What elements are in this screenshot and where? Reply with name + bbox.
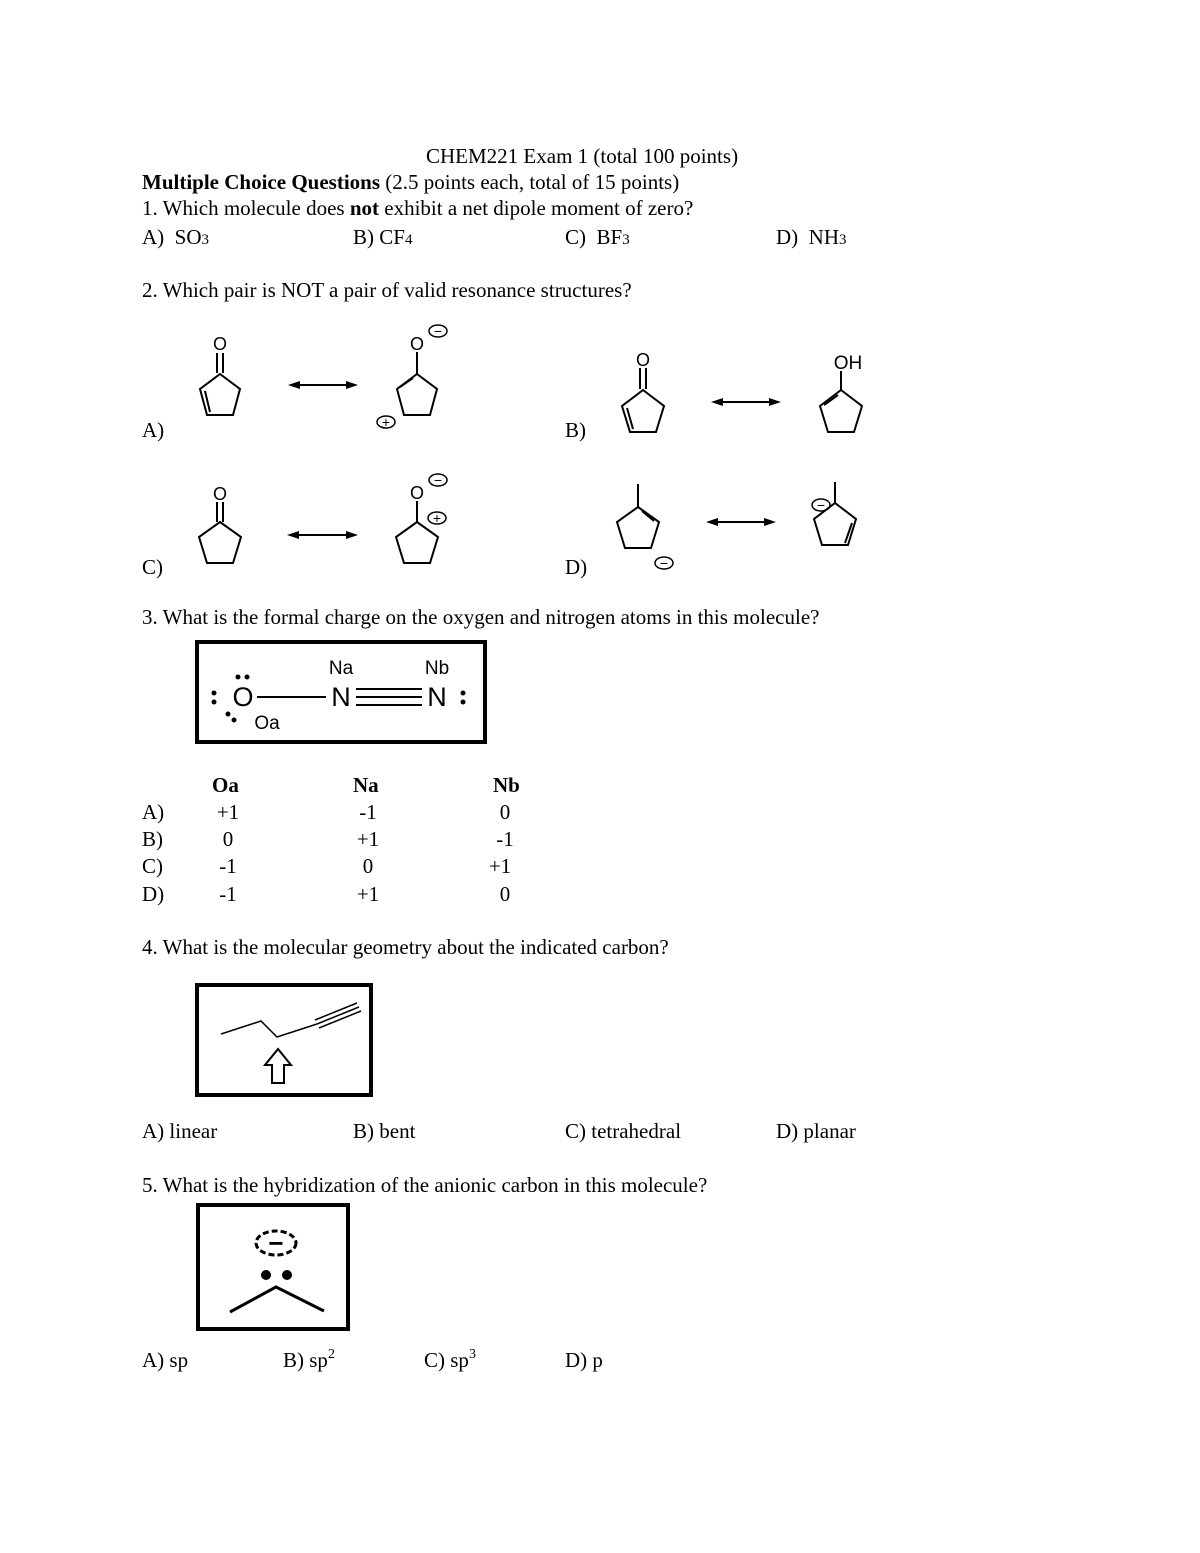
option-label: B) sp — [283, 1348, 328, 1372]
resonance-arrow — [287, 531, 358, 539]
cell-nb: +1 — [488, 854, 512, 878]
atom-o-label: O — [212, 484, 228, 504]
plus-charge-icon — [428, 510, 446, 526]
option-sup: 2 — [327, 1347, 335, 1362]
carbon-skeleton — [230, 1287, 324, 1312]
plus-charge-icon — [377, 414, 395, 430]
resonance-arrow — [706, 518, 776, 526]
indicator-arrow-icon — [265, 1049, 291, 1083]
triple-bond — [356, 689, 422, 705]
atom-o-label: O — [409, 483, 425, 503]
q2-label-a: A) — [142, 418, 165, 442]
methylcyclopentene-anion-b — [814, 482, 856, 545]
enol — [820, 371, 862, 432]
cell-oa: -1 — [219, 882, 237, 906]
svg-text:−: − — [816, 497, 826, 513]
cell-na: +1 — [356, 882, 380, 906]
q4-option-b: B) bent — [353, 1119, 416, 1143]
nitrous-oxide-structure — [199, 644, 483, 740]
q2d-structures — [600, 470, 880, 580]
option-subscript: 3 — [839, 232, 847, 248]
svg-text:+: + — [381, 414, 391, 430]
cell-oa: +1 — [216, 800, 240, 824]
minus-charge-icon — [429, 472, 447, 488]
option-letter: B) — [353, 225, 374, 249]
svg-text:−: − — [433, 472, 443, 488]
pentyne-structure — [199, 987, 369, 1093]
option-subscript: 3 — [622, 232, 630, 248]
q5-option-c — [424, 1347, 476, 1372]
section-heading: Multiple Choice Questions — [142, 170, 381, 194]
atom-n2: N — [427, 682, 447, 712]
atom-o-label: O — [212, 334, 228, 354]
row-letter: D) — [142, 882, 165, 906]
row-letter: B) — [142, 827, 163, 851]
svg-text:−: − — [268, 1228, 284, 1258]
isopropyl-anion-structure — [200, 1207, 346, 1327]
cell-na: +1 — [356, 827, 380, 851]
atom-n1: N — [331, 682, 351, 712]
q4-molecule-box — [195, 983, 373, 1097]
enolate-cation — [397, 352, 437, 415]
q4-option-d: D) planar — [776, 1119, 856, 1143]
q4-option-c: C) tetrahedral — [565, 1119, 682, 1143]
minus-charge-icon — [429, 323, 447, 339]
q1-text-before: 1. Which molecule does — [142, 196, 350, 220]
row-letter: A) — [142, 800, 165, 824]
atom-o-label: O — [409, 334, 425, 354]
minus-charge-icon — [812, 497, 830, 513]
q2-label-b: B) — [565, 418, 586, 442]
q2b-structures — [600, 345, 880, 440]
methylcyclopentene-anion-a — [617, 484, 659, 548]
question-5-text: 5. What is the hybridization of the anionic carbon in this molecule? — [142, 1173, 708, 1197]
q2c-structures — [180, 470, 460, 570]
atom-o: O — [232, 682, 254, 712]
option-formula: BF — [596, 225, 623, 249]
q5-option-d — [565, 1350, 603, 1371]
cyclopentenone — [622, 368, 664, 432]
cell-oa: 0 — [222, 827, 234, 851]
question-1-text — [142, 198, 693, 219]
question-3-text: 3. What is the formal charge on the oxygen and nitrogen atoms in this molecule? — [142, 605, 820, 629]
row-letter: C) — [142, 854, 163, 878]
option-letter: D) — [776, 225, 799, 249]
table-header-oa: Oa — [212, 773, 239, 797]
svg-text:−: − — [433, 323, 443, 339]
minus-charge-icon — [655, 555, 673, 571]
cell-na: -1 — [359, 800, 377, 824]
zwitterion — [396, 501, 438, 563]
q1-option-d — [776, 227, 847, 248]
cyclopentenone-left — [200, 353, 240, 415]
option-formula: SO — [174, 225, 202, 249]
option-formula: NH — [808, 225, 840, 249]
option-label: D) p — [565, 1348, 603, 1372]
label-nb: Nb — [424, 658, 450, 679]
q3-molecule-box — [195, 640, 487, 744]
label-na: Na — [328, 658, 354, 679]
option-subscript: 4 — [404, 232, 413, 248]
table-header-na: Na — [353, 773, 379, 797]
q4-option-a: A) linear — [142, 1119, 218, 1143]
cell-nb: 0 — [499, 882, 511, 906]
lone-pair-dots — [261, 1270, 292, 1280]
cell-nb: -1 — [496, 827, 514, 851]
page-title: CHEM221 Exam 1 (total 100 points) — [426, 144, 739, 168]
atom-o-label: O — [635, 350, 651, 370]
option-letter: A) — [142, 225, 165, 249]
resonance-arrow — [711, 398, 781, 406]
q5-option-b — [283, 1347, 335, 1372]
q5-molecule-box — [196, 1203, 350, 1331]
carbon-skeleton — [221, 1003, 361, 1037]
q5-option-a — [142, 1350, 188, 1371]
section-detail: (2.5 points each, total of 15 points) — [380, 170, 680, 194]
question-2-text: 2. Which pair is NOT a pair of valid resonance structures? — [142, 278, 632, 302]
option-sup: 3 — [468, 1347, 476, 1362]
q1-text-after: exhibit a net dipole moment of zero? — [379, 196, 694, 220]
resonance-arrow — [288, 381, 358, 389]
q1-text-bold: not — [349, 196, 379, 220]
section-header — [142, 172, 679, 193]
cell-na: 0 — [362, 854, 374, 878]
atom-oh-label: OH — [833, 353, 863, 374]
option-label: A) sp — [142, 1348, 189, 1372]
option-letter: C) — [565, 225, 586, 249]
table-header-nb: Nb — [493, 773, 520, 797]
svg-text:−: − — [659, 555, 669, 571]
label-oa: Oa — [254, 713, 280, 734]
q1-option-a — [142, 227, 209, 248]
q2a-structures — [180, 310, 460, 440]
q2-label-d: D) — [565, 555, 588, 579]
cell-nb: 0 — [499, 800, 511, 824]
q2-label-c: C) — [142, 555, 163, 579]
q1-option-c — [565, 227, 630, 248]
svg-text:+: + — [432, 510, 442, 526]
cell-oa: -1 — [219, 854, 237, 878]
option-formula: CF — [379, 225, 405, 249]
cyclopentanone — [199, 502, 241, 563]
q1-option-b — [353, 227, 412, 248]
question-4-text: 4. What is the molecular geometry about the indicated carbon? — [142, 935, 669, 959]
option-label: C) sp — [424, 1348, 469, 1372]
option-subscript: 3 — [201, 232, 210, 248]
minus-charge-icon — [256, 1228, 296, 1258]
